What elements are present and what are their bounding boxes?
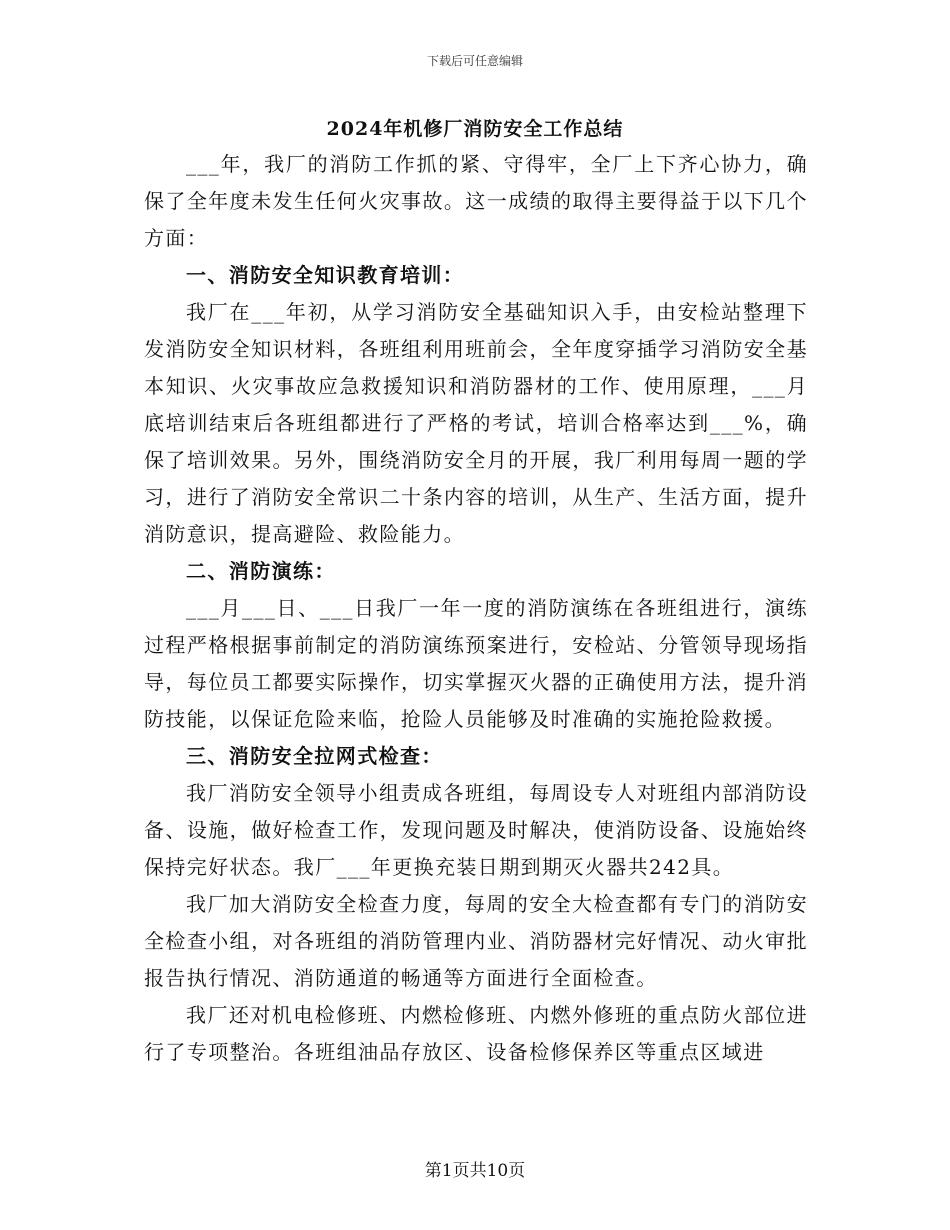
document-title: 2024年机修厂消防安全工作总结	[326, 118, 624, 140]
section-heading-inspection: 三、消防安全拉网式检查：	[186, 744, 443, 768]
page-number-footer: 第1页共10页	[424, 1161, 526, 1181]
section-heading-drill: 二、消防演练：	[186, 559, 336, 583]
inspection-paragraph-3: 我厂还对机电检修班、内燃检修班、内燃外修班的重点防火部位进行了专项整治。各班组油品存放区、设备检修保养区等重点区域进	[144, 1003, 808, 1064]
inspection-paragraph-2: 我厂加大消防安全检查力度，每周的安全大检查都有专门的消防安全检查小组，对各班组的消防管理内业、消防器材完好情况、动火审批报告执行情况、消防通道的畅通等方面进行全面检查。	[144, 892, 808, 990]
inspection-paragraph-1: 我厂消防安全领导小组责成各班组，每周设专人对班组内部消防设备、设施，做好检查工作，发现问题及时解决，使消防设备、设施始终保持完好状态。我厂___年更换充装日期到期灭火器共242具。	[144, 781, 808, 879]
training-paragraph: 我厂在___年初，从学习消防安全基础知识入手，由安检站整理下发消防安全知识材料，各班组利用班前会，全年度穿插学习消防安全基本知识、火灾事故应急救援知识和消防器材的工作、使用原理，___月底培训结束后各班组都进行了严格的考试，培训合格率达到___%，确保了培训效果。另外，围绕消防安全月的开展，我厂利用每周一题的学习，进行了消防安全常识二十条内容的培训，从生产、生活方面，提升消防意识，提高避险、救险能力。	[144, 300, 808, 546]
document-body	[144, 146, 808, 1071]
intro-paragraph: ___年，我厂的消防工作抓的紧、守得牢，全厂上下齐心协力，确保了全年度未发生任何火灾事故。这一成绩的取得主要得益于以下几个方面：	[144, 152, 808, 250]
header-note: 下载后可任意编辑	[426, 54, 523, 68]
section-heading-training: 一、消防安全知识教育培训：	[186, 263, 465, 287]
drill-paragraph: ___月___日、___日我厂一年一度的消防演练在各班组进行，演练过程严格根据事前制定的消防演练预案进行，安检站、分管领导现场指导，每位员工都要实际操作，切实掌握灭火器的正确使用方法，提升消防技能，以保证危险来临，抢险人员能够及时准确的实施抢险救援。	[144, 596, 808, 731]
